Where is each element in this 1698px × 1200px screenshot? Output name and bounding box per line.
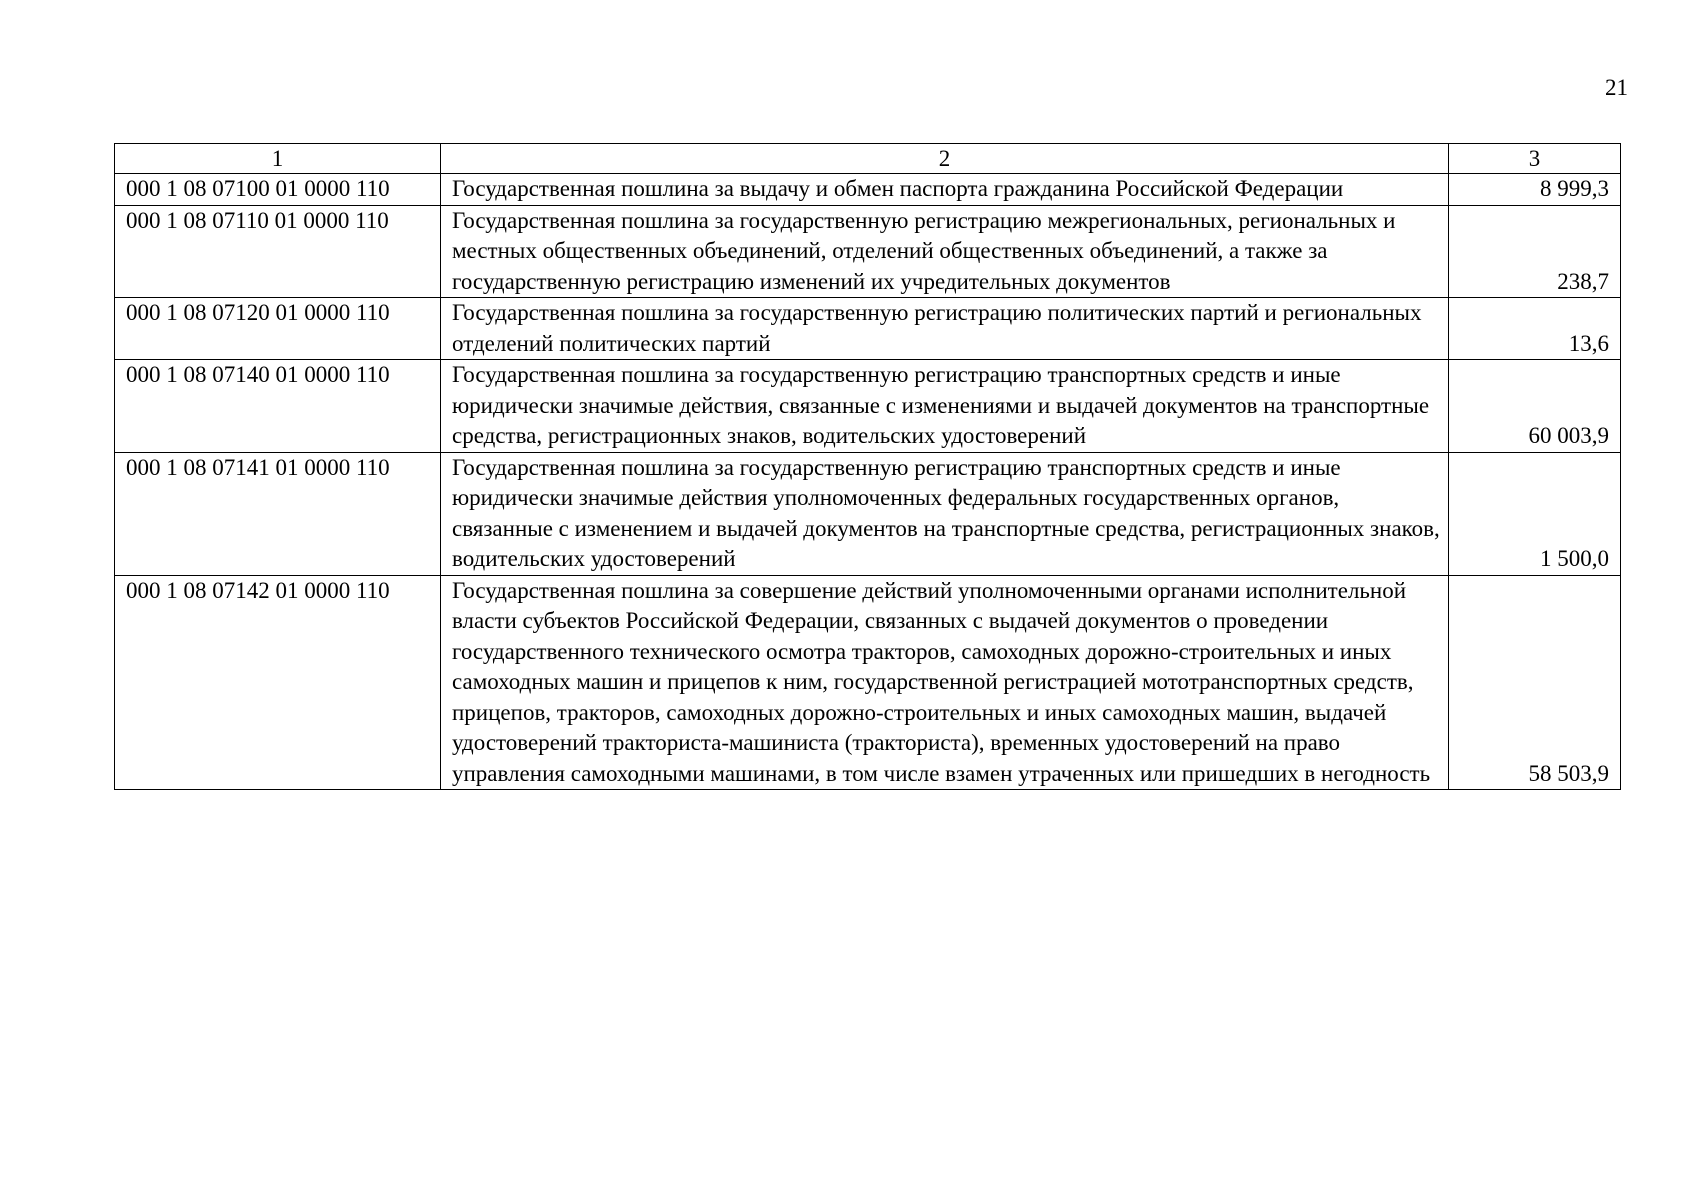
budget-code: 000 1 08 07142 01 0000 110 xyxy=(115,575,441,790)
budget-code: 000 1 08 07100 01 0000 110 xyxy=(115,174,441,206)
revenue-table xyxy=(114,143,1621,790)
table-header-row xyxy=(115,144,1621,174)
revenue-name: Государственная пошлина за совершение действий уполномоченными органами исполнительной власти субъектов Российской Федерации, связанных с выдачей документов о проведении государственного технического осмотра тракторов, самоходных дорожно-строительных и иных самоходных машин и прицепов к ним, государственной регистрацией мототранспортных средств, прицепов, тракторов, самоходных дорожно-строительных и иных самоходных машин, выдачей удостоверений тракториста-машиниста (тракториста), временных удостоверений на право управления самоходными машинами, в том числе взамен утраченных или пришедших в негодность xyxy=(441,575,1449,790)
revenue-name: Государственная пошлина за государственную регистрацию политических партий и региональных отделений политических партий xyxy=(441,298,1449,360)
table-row xyxy=(115,174,1621,206)
table-row xyxy=(115,360,1621,453)
revenue-name: Государственная пошлина за государственную регистрацию транспортных средств и иные юридически значимые действия уполномоченных федеральных государственных органов, связанные с изменением и выдачей документов на транспортные средства, регистрационных знаков, водительских удостоверений xyxy=(441,452,1449,575)
table-row xyxy=(115,298,1621,360)
revenue-name: Государственная пошлина за государственную регистрацию транспортных средств и иные юридически значимые действия, связанные с изменениями и выдачей документов на транспортные средства, регистрационных знаков, водительских удостоверений xyxy=(441,360,1449,453)
budget-code: 000 1 08 07110 01 0000 110 xyxy=(115,205,441,298)
column-header-1: 1 xyxy=(115,144,441,174)
table-row xyxy=(115,205,1621,298)
revenue-amount: 238,7 xyxy=(1449,205,1621,298)
budget-code: 000 1 08 07141 01 0000 110 xyxy=(115,452,441,575)
revenue-amount: 58 503,9 xyxy=(1449,575,1621,790)
table-row xyxy=(115,452,1621,575)
budget-code: 000 1 08 07140 01 0000 110 xyxy=(115,360,441,453)
column-header-3: 3 xyxy=(1449,144,1621,174)
revenue-amount: 60 003,9 xyxy=(1449,360,1621,453)
revenue-amount: 8 999,3 xyxy=(1449,174,1621,206)
column-header-2: 2 xyxy=(441,144,1449,174)
revenue-amount: 1 500,0 xyxy=(1449,452,1621,575)
revenue-name: Государственная пошлина за выдачу и обмен паспорта гражданина Российской Федерации xyxy=(441,174,1449,206)
revenue-name: Государственная пошлина за государственную регистрацию межрегиональных, региональных и местных общественных объединений, отделений общественных объединений, а также за государственную регистрацию изменений их учредительных документов xyxy=(441,205,1449,298)
revenue-amount: 13,6 xyxy=(1449,298,1621,360)
table-row xyxy=(115,575,1621,790)
budget-code: 000 1 08 07120 01 0000 110 xyxy=(115,298,441,360)
page-number: 21 xyxy=(1605,75,1628,100)
